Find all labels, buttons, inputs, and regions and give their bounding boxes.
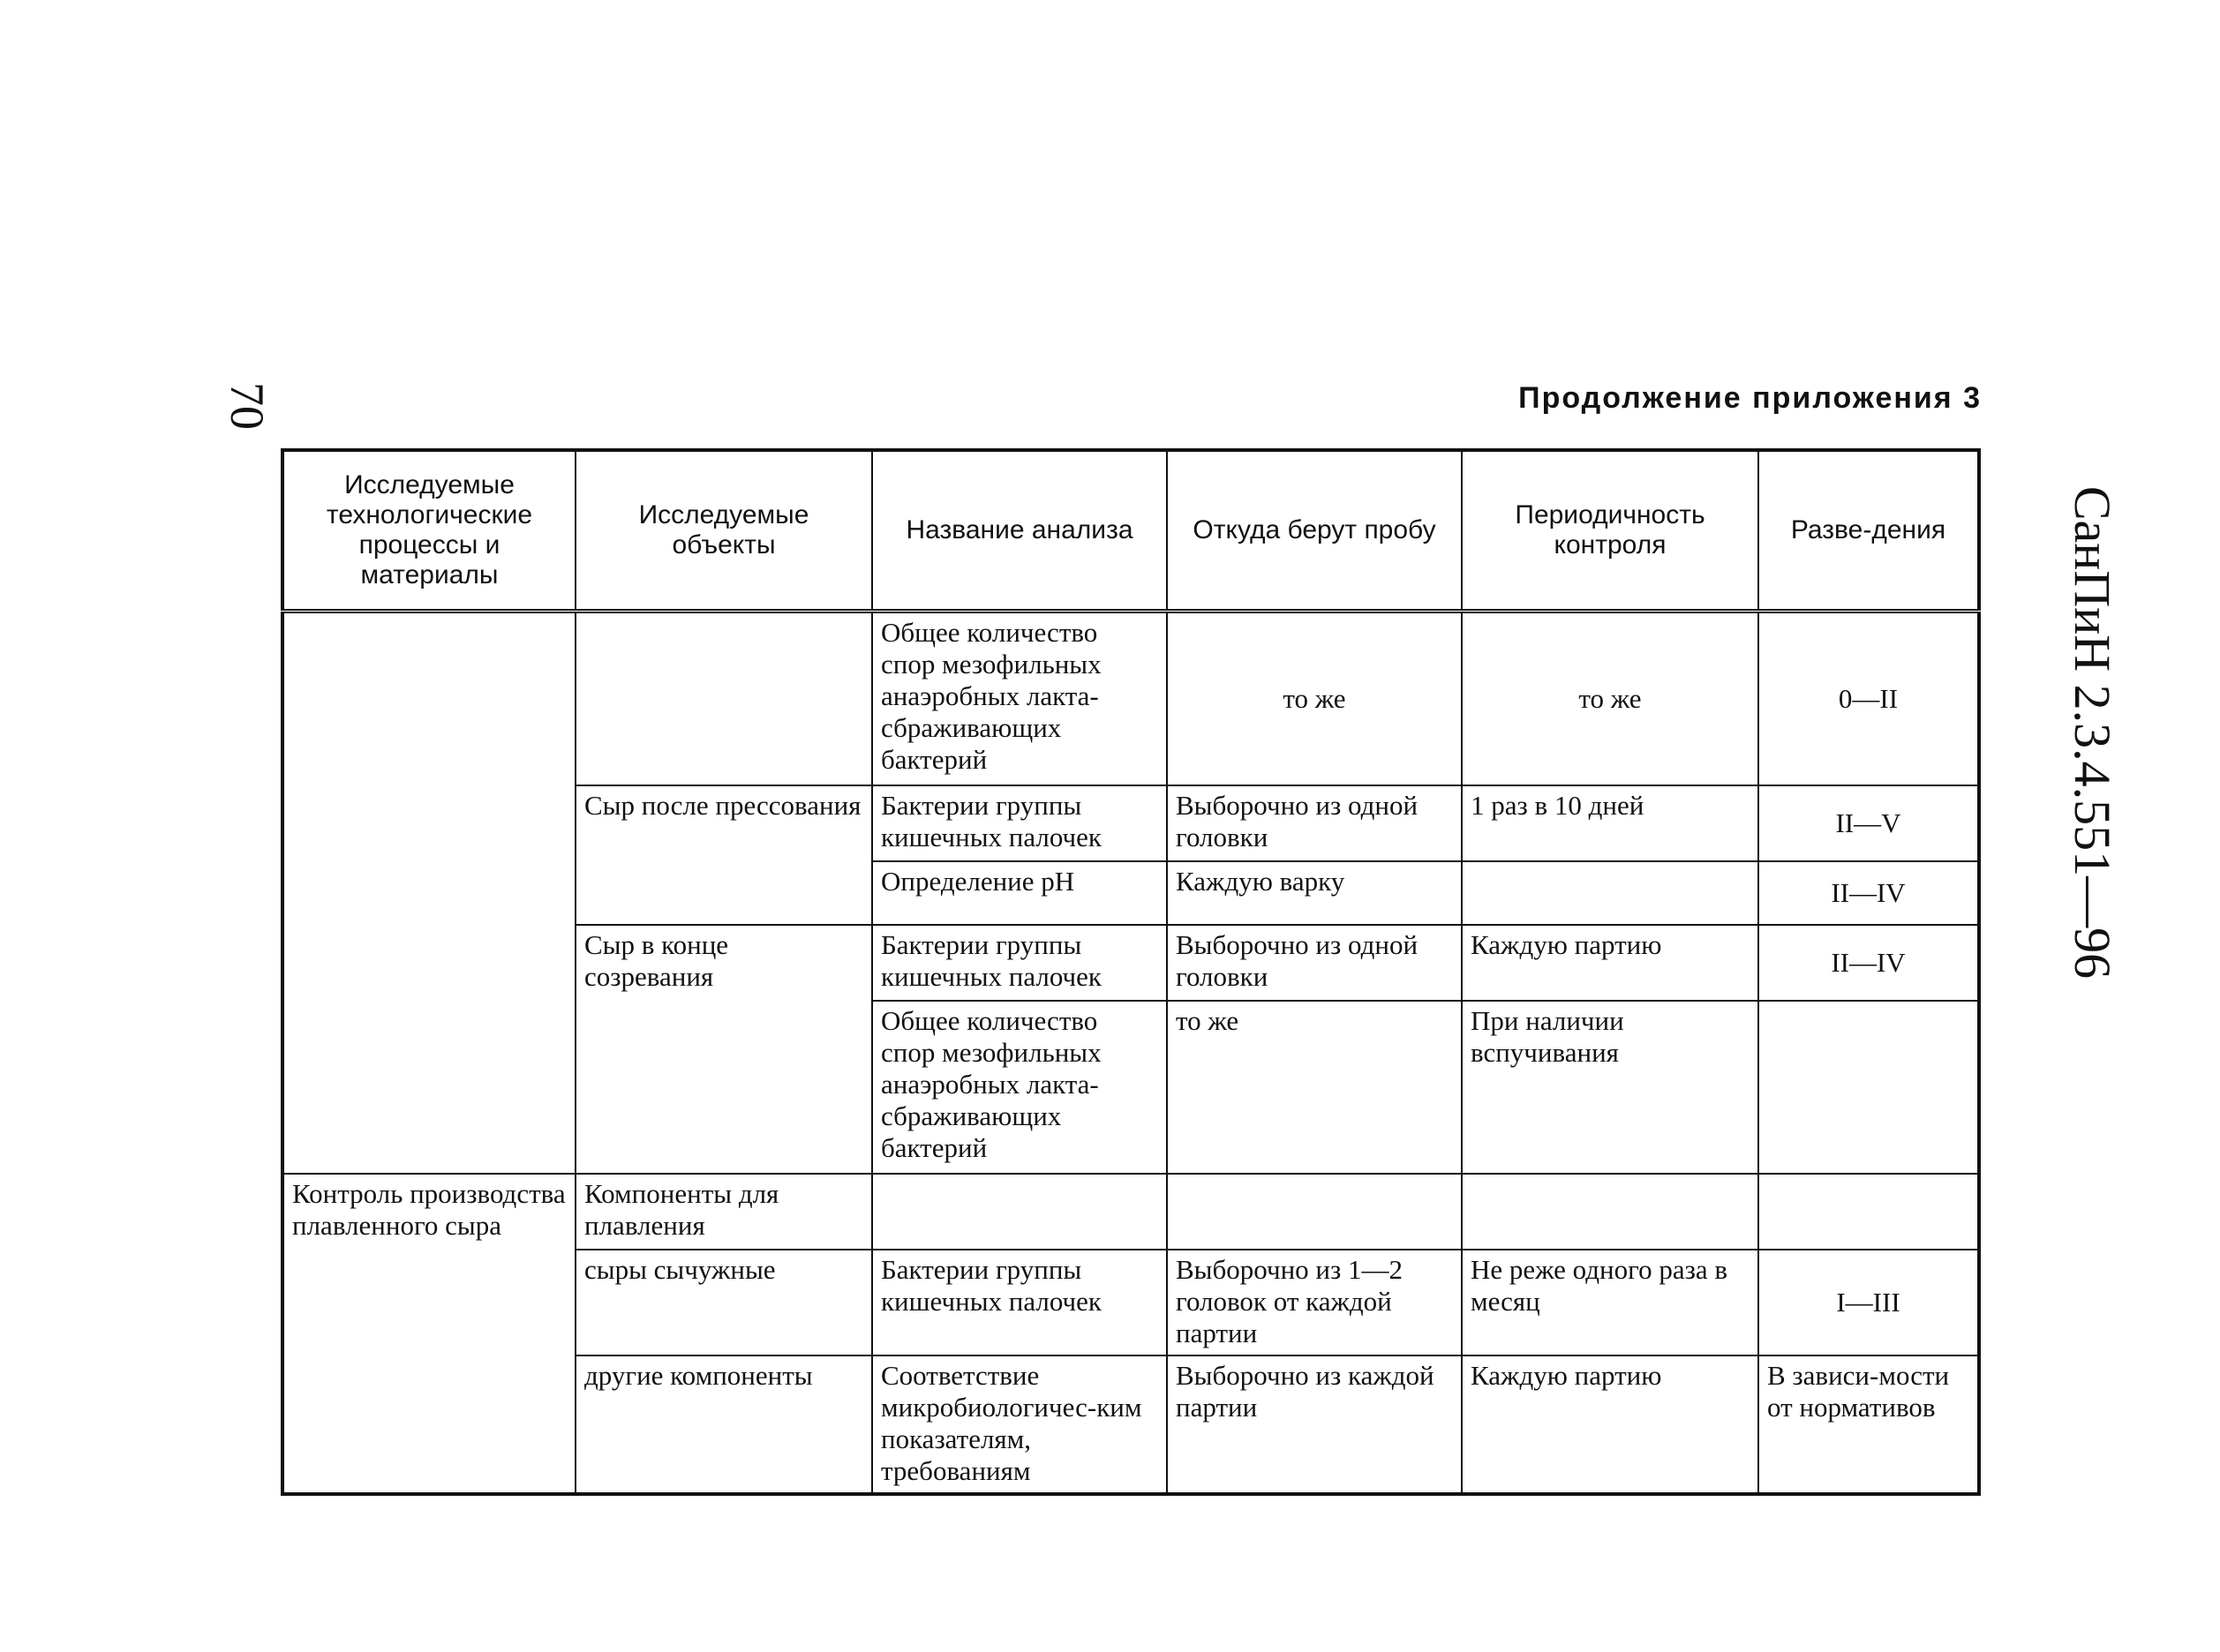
object-cell: сыры сычужные: [576, 1250, 872, 1355]
document-code: СанПиН 2.3.4.551—96: [2064, 485, 2121, 980]
dilution-cell: II—V: [1758, 785, 1979, 861]
analysis-cell: Общее количество спор мезофильных анаэробных лакта-сбраживающих бактерий: [872, 612, 1167, 786]
header-analysis: Название анализа: [872, 450, 1167, 612]
header-process: Исследуемые технологические процессы и материалы: [282, 450, 576, 612]
process-cell: Контроль производства плавленного сыра: [282, 1174, 576, 1494]
dilution-cell: I—III: [1758, 1250, 1979, 1355]
source-cell: то же: [1167, 612, 1462, 786]
object-cell: Сыр после прессования: [576, 785, 872, 925]
header-dilution: Разве-дения: [1758, 450, 1979, 612]
appendix-heading: Продолжение приложения 3: [1518, 381, 1982, 415]
period-cell: Каждую партию: [1462, 925, 1758, 1001]
analysis-cell: Бактерии группы кишечных палочек: [872, 925, 1167, 1001]
dilution-cell: II—IV: [1758, 925, 1979, 1001]
object-cell: Сыр в конце созревания: [576, 925, 872, 1174]
source-cell: Каждую варку: [1167, 861, 1462, 925]
analysis-cell: [872, 1174, 1167, 1250]
control-table: [281, 448, 1981, 1496]
source-cell: [1167, 1174, 1462, 1250]
header-object: Исследуемые объекты: [576, 450, 872, 612]
analysis-cell: Бактерии группы кишечных палочек: [872, 1250, 1167, 1355]
analysis-cell: Бактерии группы кишечных палочек: [872, 785, 1167, 861]
dilution-cell: В зависи-мости от нормативов: [1758, 1355, 1979, 1494]
period-cell: Каждую партию: [1462, 1355, 1758, 1494]
analysis-cell: Определение pH: [872, 861, 1167, 925]
header-period: Периодичность контроля: [1462, 450, 1758, 612]
period-cell: [1462, 861, 1758, 925]
table-row: [282, 1174, 1979, 1250]
header-row: [282, 450, 1979, 612]
dilution-cell: [1758, 1174, 1979, 1250]
source-cell: то же: [1167, 1001, 1462, 1174]
object-cell: Компоненты для плавления: [576, 1174, 872, 1250]
table-row: [282, 612, 1979, 786]
object-cell: [576, 612, 872, 786]
header-source: Откуда берут пробу: [1167, 450, 1462, 612]
source-cell: Выборочно из 1—2 головок от каждой партии: [1167, 1250, 1462, 1355]
process-cell: [282, 612, 576, 1175]
dilution-cell: [1758, 1001, 1979, 1174]
dilution-cell: II—IV: [1758, 861, 1979, 925]
page-number: 70: [221, 382, 274, 430]
analysis-cell: Общее количество спор мезофильных анаэробных лакта-сбраживающих бактерий: [872, 1001, 1167, 1174]
period-cell: то же: [1462, 612, 1758, 786]
period-cell: [1462, 1174, 1758, 1250]
source-cell: Выборочно из одной головки: [1167, 925, 1462, 1001]
period-cell: Не реже одного раза в месяц: [1462, 1250, 1758, 1355]
dilution-cell: 0—II: [1758, 612, 1979, 786]
analysis-cell: Соответствие микробиологичес-ким показателям, требованиям: [872, 1355, 1167, 1494]
object-cell: другие компоненты: [576, 1355, 872, 1494]
period-cell: При наличии вспучивания: [1462, 1001, 1758, 1174]
source-cell: Выборочно из одной головки: [1167, 785, 1462, 861]
source-cell: Выборочно из каждой партии: [1167, 1355, 1462, 1494]
period-cell: 1 раз в 10 дней: [1462, 785, 1758, 861]
